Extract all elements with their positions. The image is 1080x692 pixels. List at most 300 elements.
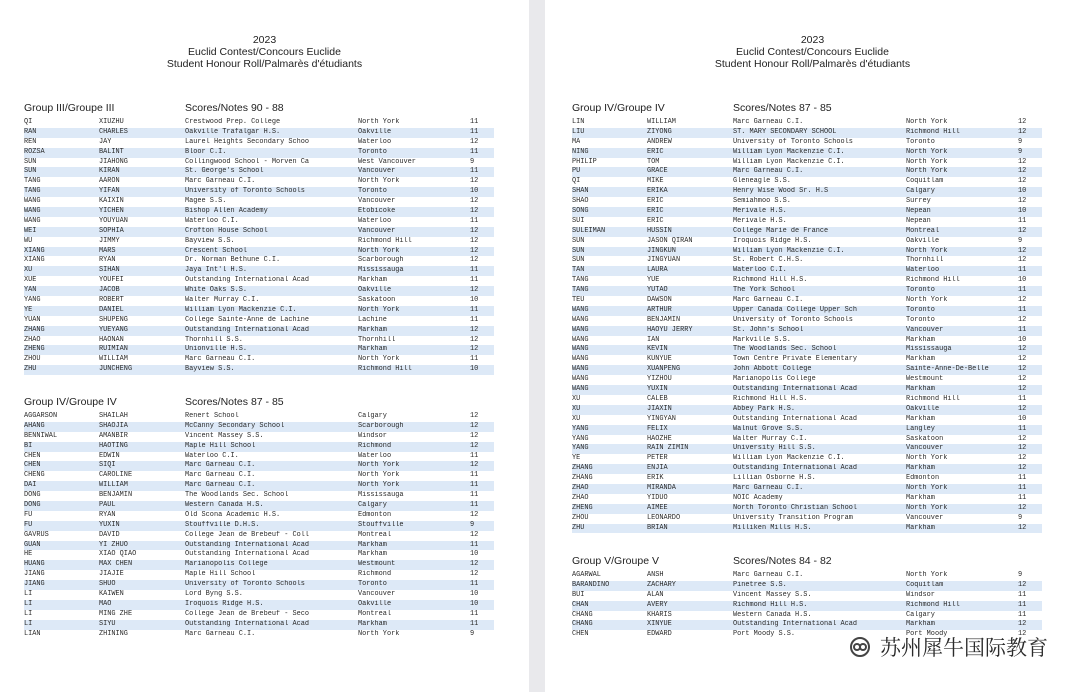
city-cell: Surrey xyxy=(906,197,931,206)
school-cell: Semiahmoo S.S. xyxy=(733,197,791,206)
first-name-cell: SIQI xyxy=(99,461,116,470)
last-name-cell: FU xyxy=(24,520,33,529)
school-cell: Marc Garneau C.I. xyxy=(185,461,256,470)
grade-cell: 12 xyxy=(470,530,479,539)
city-cell: Saskatoon xyxy=(906,434,944,443)
last-name-cell: FU xyxy=(24,510,33,519)
school-cell: Upper Canada College Upper Sch xyxy=(733,305,858,314)
last-name-cell: QI xyxy=(24,118,33,126)
student-row xyxy=(572,355,1042,365)
grade-cell: 11 xyxy=(1018,394,1027,403)
student-row xyxy=(572,128,1042,138)
grade-cell: 9 xyxy=(1018,236,1023,245)
last-name-cell: JIANG xyxy=(24,570,45,579)
grade-cell: 12 xyxy=(1018,226,1027,235)
city-cell: Vancouver xyxy=(906,444,944,453)
last-name-cell: YE xyxy=(24,305,33,314)
city-cell: Oakville xyxy=(358,127,392,136)
grade-cell: 11 xyxy=(470,355,479,364)
grade-cell: 10 xyxy=(1018,414,1027,423)
city-cell: Toronto xyxy=(906,286,935,295)
last-name-cell: BUI xyxy=(572,590,585,599)
grade-cell: 11 xyxy=(470,619,479,628)
last-name-cell: ZHU xyxy=(24,365,37,374)
group-score-range: Scores/Notes 84 - 82 xyxy=(733,555,832,567)
city-cell: Windsor xyxy=(358,431,387,440)
student-row xyxy=(24,316,494,326)
grade-cell: 10 xyxy=(470,599,479,608)
first-name-cell: JAY xyxy=(99,137,112,146)
group-heading xyxy=(572,102,1042,118)
school-cell: University Hill S.S. xyxy=(733,444,816,453)
grade-cell: 12 xyxy=(470,441,479,450)
school-cell: Marc Garneau C.I. xyxy=(733,571,804,579)
student-row xyxy=(572,591,1042,601)
city-cell: Waterloo xyxy=(358,137,392,146)
last-name-cell: HUANG xyxy=(24,560,45,569)
grade-cell: 12 xyxy=(1018,365,1027,374)
school-cell: Unionville H.S. xyxy=(185,345,248,354)
first-name-cell: HUSSIN xyxy=(647,226,672,235)
last-name-cell: LIU xyxy=(572,127,585,136)
last-name-cell: CHANG xyxy=(572,610,593,619)
student-row xyxy=(572,345,1042,355)
last-name-cell: YANG xyxy=(24,296,41,305)
grade-cell: 12 xyxy=(470,335,479,344)
school-cell: Marc Garneau C.I. xyxy=(733,483,804,492)
last-name-cell: CHEN xyxy=(24,451,41,460)
city-cell: North York xyxy=(358,118,400,126)
grade-cell: 12 xyxy=(470,560,479,569)
grade-cell: 12 xyxy=(470,246,479,255)
city-cell: Markham xyxy=(906,414,935,423)
student-row xyxy=(24,167,494,177)
city-cell: Oakville xyxy=(906,236,940,245)
student-row xyxy=(24,276,494,286)
grade-cell: 12 xyxy=(1018,157,1027,166)
grade-cell: 11 xyxy=(1018,305,1027,314)
grade-cell: 10 xyxy=(1018,335,1027,344)
last-name-cell: TANG xyxy=(572,286,589,295)
student-row xyxy=(572,177,1042,187)
group-section xyxy=(24,102,494,375)
student-row xyxy=(24,296,494,306)
student-row xyxy=(24,266,494,276)
last-name-cell: SHAO xyxy=(572,197,589,206)
student-row xyxy=(24,620,494,630)
city-cell: Coquitlam xyxy=(906,177,944,186)
first-name-cell: LAURA xyxy=(647,266,668,275)
school-cell: ST. MARY SECONDARY SCHOOL xyxy=(733,127,837,136)
first-name-cell: ARTHUR xyxy=(647,305,672,314)
student-row xyxy=(24,511,494,521)
school-cell: Dr. Norman Bethune C.I. xyxy=(185,256,281,265)
first-name-cell: YINGYAN xyxy=(647,414,676,423)
student-row xyxy=(24,128,494,138)
grade-cell: 12 xyxy=(1018,630,1027,639)
grade-cell: 12 xyxy=(1018,355,1027,364)
last-name-cell: WANG xyxy=(572,335,589,344)
student-row xyxy=(572,197,1042,207)
student-row xyxy=(572,207,1042,217)
school-cell: St. Robert C.H.S. xyxy=(733,256,804,265)
grade-cell: 12 xyxy=(1018,177,1027,186)
first-name-cell: RAIN ZIMIN xyxy=(647,444,689,453)
grade-cell: 11 xyxy=(470,471,479,480)
last-name-cell: LI xyxy=(24,599,33,608)
last-name-cell: JIANG xyxy=(24,580,45,589)
student-row xyxy=(572,138,1042,148)
student-row xyxy=(24,491,494,501)
city-cell: North York xyxy=(906,246,948,255)
grade-cell: 12 xyxy=(1018,454,1027,463)
city-cell: Markham xyxy=(358,325,387,334)
last-name-cell: SULEIMAN xyxy=(572,226,606,235)
student-row xyxy=(24,630,494,640)
grade-cell: 10 xyxy=(470,365,479,374)
first-name-cell: HAONAN xyxy=(99,335,124,344)
first-name-cell: SHUO xyxy=(99,580,116,589)
school-cell: College Marie de France xyxy=(733,226,829,235)
student-row xyxy=(572,504,1042,514)
school-cell: Outstanding International Acad xyxy=(185,325,310,334)
school-cell: Outstanding International Acad xyxy=(185,276,310,285)
student-row xyxy=(572,158,1042,168)
grade-cell: 9 xyxy=(470,629,475,638)
first-name-cell: RYAN xyxy=(99,510,116,519)
grade-cell: 11 xyxy=(1018,600,1027,609)
first-name-cell: WILLIAM xyxy=(647,118,676,126)
student-row xyxy=(572,227,1042,237)
school-cell: Waterloo C.I. xyxy=(733,266,787,275)
student-table xyxy=(572,118,1042,533)
last-name-cell: TANG xyxy=(572,276,589,285)
last-name-cell: WU xyxy=(24,236,33,245)
first-name-cell: BALINT xyxy=(99,147,124,156)
first-name-cell: YICHEN xyxy=(99,207,124,216)
grade-cell: 12 xyxy=(1018,375,1027,384)
student-row xyxy=(572,247,1042,257)
city-cell: Waterloo xyxy=(358,216,392,225)
city-cell: Waterloo xyxy=(358,451,392,460)
first-name-cell: ZHINING xyxy=(99,629,128,638)
grade-cell: 11 xyxy=(470,540,479,549)
grade-cell: 10 xyxy=(1018,276,1027,285)
student-row xyxy=(24,237,494,247)
last-name-cell: SUN xyxy=(572,246,585,255)
last-name-cell: CHENG xyxy=(24,471,45,480)
grade-cell: 11 xyxy=(1018,590,1027,599)
last-name-cell: PU xyxy=(572,167,581,176)
first-name-cell: MAO xyxy=(99,599,112,608)
city-cell: Toronto xyxy=(358,580,387,589)
student-row xyxy=(572,601,1042,611)
group-section xyxy=(24,396,494,639)
city-cell: Vancouver xyxy=(358,590,396,599)
city-cell: Richmond Hill xyxy=(358,236,412,245)
city-cell: Markham xyxy=(906,355,935,364)
school-cell: Bloor C.I. xyxy=(185,147,227,156)
student-row xyxy=(572,375,1042,385)
grade-cell: 12 xyxy=(470,226,479,235)
city-cell: Calgary xyxy=(358,501,387,510)
city-cell: Richmond Hill xyxy=(906,600,960,609)
last-name-cell: BARANDINO xyxy=(572,580,610,589)
group-score-range: Scores/Notes 87 - 85 xyxy=(733,102,832,114)
first-name-cell: JINGYUAN xyxy=(647,256,681,265)
grade-cell: 11 xyxy=(470,580,479,589)
first-name-cell: SHAOJIA xyxy=(99,421,128,430)
student-row xyxy=(572,118,1042,128)
school-cell: William Lyon Mackenzie C.I. xyxy=(733,157,845,166)
city-cell: Markham xyxy=(906,523,935,532)
school-cell: Iroquois Ridge H.S. xyxy=(733,236,812,245)
city-cell: North York xyxy=(906,167,948,176)
grade-cell: 12 xyxy=(1018,315,1027,324)
grade-cell: 11 xyxy=(1018,610,1027,619)
school-cell: Gleneagle S.S. xyxy=(733,177,791,186)
city-cell: North York xyxy=(906,483,948,492)
city-cell: Richmond Hill xyxy=(906,394,960,403)
city-cell: Port Moody xyxy=(906,630,948,639)
school-cell: Richmond Hill H.S. xyxy=(733,276,808,285)
city-cell: Richmond xyxy=(358,441,392,450)
school-cell: William Lyon Mackenzie C.I. xyxy=(733,246,845,255)
first-name-cell: MIKE xyxy=(647,177,664,186)
student-row xyxy=(24,471,494,481)
school-cell: Richmond Hill H.S. xyxy=(733,394,808,403)
student-row xyxy=(572,187,1042,197)
grade-cell: 12 xyxy=(1018,246,1027,255)
grade-cell: 11 xyxy=(470,481,479,490)
grade-cell: 11 xyxy=(1018,493,1027,502)
school-cell: John Abbott College xyxy=(733,365,812,374)
first-name-cell: PETER xyxy=(647,454,668,463)
grade-cell: 11 xyxy=(470,491,479,500)
student-row xyxy=(24,550,494,560)
grade-cell: 12 xyxy=(1018,444,1027,453)
grade-cell: 12 xyxy=(470,236,479,245)
student-row xyxy=(24,227,494,237)
first-name-cell: JIAXIN xyxy=(647,404,672,413)
grade-cell: 12 xyxy=(470,345,479,354)
first-name-cell: KHARIS xyxy=(647,610,672,619)
first-name-cell: SHUPENG xyxy=(99,315,128,324)
grade-cell: 9 xyxy=(470,157,475,166)
last-name-cell: WANG xyxy=(572,345,589,354)
school-cell: Western Canada H.S. xyxy=(733,610,812,619)
first-name-cell: YIFAN xyxy=(99,187,120,196)
student-row xyxy=(24,138,494,148)
last-name-cell: HE xyxy=(24,550,33,559)
last-name-cell: SUN xyxy=(572,236,585,245)
grade-cell: 11 xyxy=(470,127,479,136)
school-cell: Marianopolis College xyxy=(733,375,816,384)
last-name-cell: LI xyxy=(24,590,33,599)
city-cell: Mississauga xyxy=(358,266,404,275)
city-cell: Toronto xyxy=(906,305,935,314)
student-row xyxy=(24,345,494,355)
grade-cell: 12 xyxy=(470,207,479,216)
student-row xyxy=(24,336,494,346)
first-name-cell: HAOTING xyxy=(99,441,128,450)
first-name-cell: JACOB xyxy=(99,286,120,295)
last-name-cell: GAVRUS xyxy=(24,530,49,539)
city-cell: Edmonton xyxy=(358,510,392,519)
student-row xyxy=(24,207,494,217)
city-cell: Markham xyxy=(906,620,935,629)
watermark xyxy=(846,632,1048,662)
school-cell: College Jean de Brebeuf - Coll xyxy=(185,530,310,539)
school-cell: Outstanding International Acad xyxy=(733,620,858,629)
student-row xyxy=(24,217,494,227)
header-contest: Euclid Contest/Concours Euclide xyxy=(736,46,889,58)
last-name-cell: LI xyxy=(24,609,33,618)
city-cell: Vancouver xyxy=(358,226,396,235)
school-cell: Crofton House School xyxy=(185,226,268,235)
last-name-cell: CHANG xyxy=(572,620,593,629)
first-name-cell: GRACE xyxy=(647,167,668,176)
city-cell: Richmond Hill xyxy=(906,127,960,136)
school-cell: The Woodlands Sec. School xyxy=(733,345,837,354)
student-row xyxy=(24,580,494,590)
last-name-cell: TANG xyxy=(24,187,41,196)
school-cell: NOIC Academy xyxy=(733,493,783,502)
student-row xyxy=(24,148,494,158)
grade-cell: 11 xyxy=(470,216,479,225)
first-name-cell: CALEB xyxy=(647,394,668,403)
city-cell: Markham xyxy=(358,619,387,628)
city-cell: Markham xyxy=(358,345,387,354)
grade-cell: 11 xyxy=(1018,424,1027,433)
left-page-header xyxy=(0,34,529,70)
last-name-cell: ZHOU xyxy=(24,355,41,364)
student-row xyxy=(572,405,1042,415)
grade-cell: 12 xyxy=(470,510,479,519)
school-cell: Oakville Trafalgar H.S. xyxy=(185,127,281,136)
last-name-cell: REN xyxy=(24,137,37,146)
school-cell: Jaya Int'l H.S. xyxy=(185,266,248,275)
student-row xyxy=(24,306,494,316)
first-name-cell: YUXIN xyxy=(647,385,668,394)
grade-cell: 11 xyxy=(1018,474,1027,483)
city-cell: North York xyxy=(358,629,400,638)
group-score-range: Scores/Notes 87 - 85 xyxy=(185,396,284,408)
city-cell: North York xyxy=(358,481,400,490)
first-name-cell: ERIC xyxy=(647,147,664,156)
first-name-cell: RUIMIAN xyxy=(99,345,128,354)
first-name-cell: ERIK xyxy=(647,474,664,483)
school-cell: Milliken Mills H.S. xyxy=(733,523,812,532)
student-row xyxy=(572,306,1042,316)
group-title: Group IV/Groupe IV xyxy=(572,102,665,114)
last-name-cell: SHAN xyxy=(572,187,589,196)
city-cell: North York xyxy=(358,246,400,255)
city-cell: Markham xyxy=(906,464,935,473)
city-cell: Westmount xyxy=(906,375,944,384)
grade-cell: 11 xyxy=(1018,266,1027,275)
city-cell: Markham xyxy=(358,550,387,559)
header-honour-roll: Student Honour Roll/Palmarès d'étudiants xyxy=(166,58,363,70)
city-cell: Westmount xyxy=(358,560,396,569)
last-name-cell: YAN xyxy=(24,286,37,295)
last-name-cell: MA xyxy=(572,137,581,146)
last-name-cell: XU xyxy=(572,414,581,423)
city-cell: Mississauga xyxy=(906,345,952,354)
grade-cell: 12 xyxy=(470,461,479,470)
city-cell: Markham xyxy=(358,540,387,549)
student-row xyxy=(24,570,494,580)
grade-cell: 10 xyxy=(470,550,479,559)
student-row xyxy=(572,494,1042,504)
city-cell: Toronto xyxy=(906,137,935,146)
city-cell: Thornhill xyxy=(358,335,396,344)
school-cell: University Transition Program xyxy=(733,513,853,522)
student-row xyxy=(572,484,1042,494)
school-cell: Marc Garneau C.I. xyxy=(185,629,256,638)
student-row xyxy=(24,355,494,365)
first-name-cell: ERIC xyxy=(647,197,664,206)
school-cell: Iroquois Ridge H.S. xyxy=(185,599,264,608)
city-cell: Oakville xyxy=(358,599,392,608)
first-name-cell: SIYU xyxy=(99,619,116,628)
student-row xyxy=(24,177,494,187)
school-cell: The Woodlands Sec. School xyxy=(185,491,289,500)
grade-cell: 12 xyxy=(1018,118,1027,126)
student-row xyxy=(572,581,1042,591)
grade-cell: 10 xyxy=(1018,207,1027,216)
last-name-cell: ROZSA xyxy=(24,147,45,156)
city-cell: Waterloo xyxy=(906,266,940,275)
last-name-cell: WEI xyxy=(24,226,37,235)
first-name-cell: YOUFEI xyxy=(99,276,124,285)
student-row xyxy=(572,326,1042,336)
grade-cell: 12 xyxy=(470,412,479,420)
grade-cell: 11 xyxy=(470,315,479,324)
grade-cell: 11 xyxy=(1018,286,1027,295)
last-name-cell: ZHAO xyxy=(572,483,589,492)
grade-cell: 12 xyxy=(470,286,479,295)
school-cell: Marianopolis College xyxy=(185,560,268,569)
grade-cell: 11 xyxy=(470,501,479,510)
school-cell: Outstanding International Acad xyxy=(185,550,310,559)
city-cell: Coquitlam xyxy=(906,580,944,589)
watermark-text: 苏州犀牛国际教育 xyxy=(880,636,1048,660)
school-cell: University of Toronto Schools xyxy=(733,315,853,324)
first-name-cell: MIRANDA xyxy=(647,483,676,492)
first-name-cell: WILLIAM xyxy=(99,481,128,490)
student-row xyxy=(24,461,494,471)
student-row xyxy=(572,336,1042,346)
school-cell: Bishop Allen Academy xyxy=(185,207,268,216)
first-name-cell: KIRAN xyxy=(99,167,120,176)
last-name-cell: LIN xyxy=(572,118,585,126)
student-row xyxy=(572,266,1042,276)
group-heading xyxy=(24,102,494,118)
last-name-cell: WANG xyxy=(572,315,589,324)
school-cell: St. George's School xyxy=(185,167,264,176)
header-year: 2023 xyxy=(800,34,825,46)
first-name-cell: ERIC xyxy=(647,216,664,225)
last-name-cell: SUN xyxy=(24,157,37,166)
last-name-cell: ZHAO xyxy=(24,335,41,344)
grade-cell: 12 xyxy=(1018,620,1027,629)
last-name-cell: CHEN xyxy=(572,630,589,639)
first-name-cell: AARON xyxy=(99,177,120,186)
grade-cell: 11 xyxy=(470,266,479,275)
city-cell: North York xyxy=(906,571,948,579)
city-cell: Calgary xyxy=(358,412,387,420)
